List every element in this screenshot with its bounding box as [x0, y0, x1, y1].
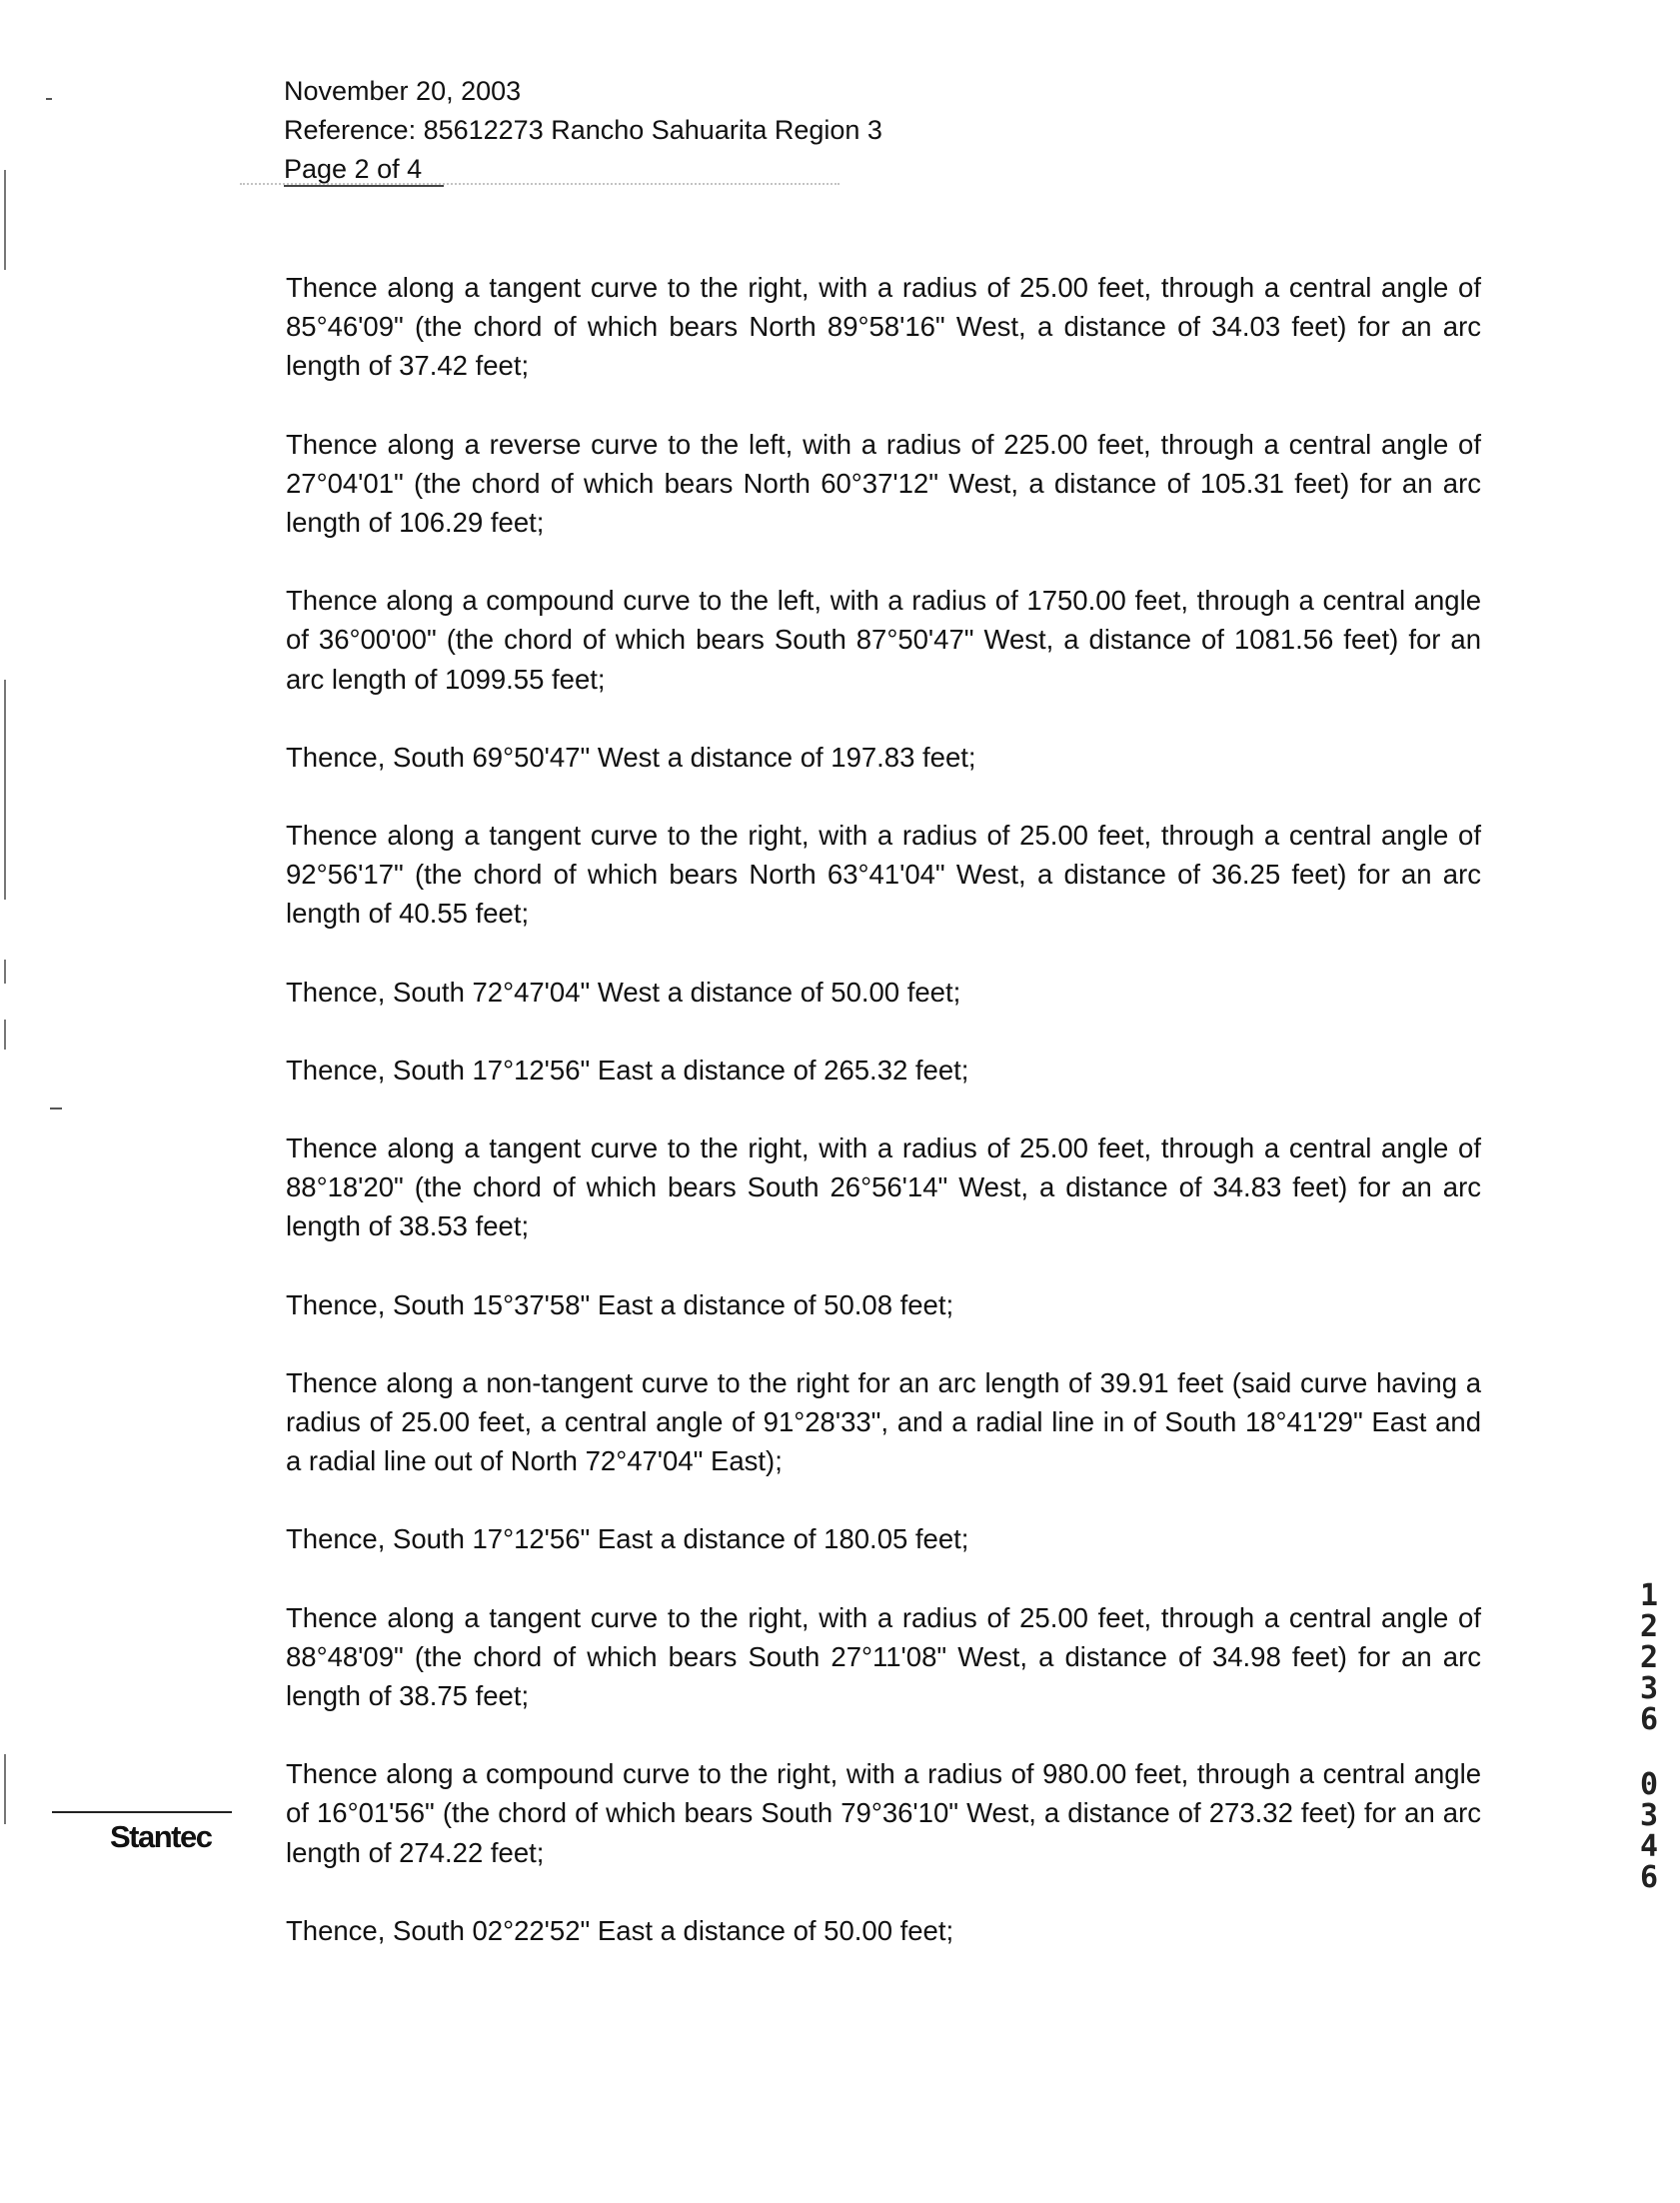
header-date: November 20, 2003 — [284, 76, 522, 106]
course-paragraph: Thence, South 17°12'56" East a distance of 180.05 feet; — [286, 1523, 969, 1555]
scan-margin-mark — [4, 1754, 6, 1824]
course-paragraph: Thence, South 69°50'47" West a distance of 197.83 feet; — [286, 741, 976, 773]
stamp-gap — [1629, 1736, 1669, 1770]
scan-noise-line — [240, 183, 840, 189]
course-paragraph: Thence along a tangent curve to the right, with a radius of 25.00 feet, through a central angle of 88°48'09" (the chord of which bears South 27°11'08" West, a distance of 34.98 feet) for an arc length of 38.75 feet; — [286, 1601, 1481, 1712]
scan-margin-mark — [4, 170, 6, 270]
course-paragraph: Thence along a non-tangent curve to the right for an arc length of 39.91 feet (said curve having a radius of 25.00 feet, a central angle of 91°28'33", and a radial line in of South 18°41'29" East and a radial line out of North 72°47'04" East); — [286, 1366, 1481, 1477]
recording-stamp — [1629, 1578, 1669, 1895]
stamp-digit: 4 — [1639, 1829, 1659, 1864]
scan-margin-mark — [4, 960, 6, 984]
stamp-digit: 2 — [1639, 1609, 1659, 1644]
stamp-digit: 1 — [1639, 1578, 1659, 1613]
course-paragraph: Thence, South 15°37'58" East a distance of 50.08 feet; — [286, 1288, 954, 1320]
scan-dash-mark — [46, 98, 52, 100]
course-paragraph: Thence along a tangent curve to the right, with a radius of 25.00 feet, through a central angle of 92°56'17" (the chord of which bears North 63°41'04" West, a distance of 36.25 feet) for an arc length of 40.55 feet; — [286, 820, 1481, 930]
scan-margin-mark — [4, 680, 6, 900]
legal-description-body — [286, 268, 1481, 1989]
course-paragraph: Thence along a reverse curve to the left, with a radius of 225.00 feet, through a central angle of 27°04'01" (the chord of which bears North 60°37'12" West, a distance of 105.31 feet) for an arc length of 106.29 feet; — [286, 428, 1481, 539]
course-paragraph: Thence along a compound curve to the left, with a radius of 1750.00 feet, through a central angle of 36°00'00" (the chord of which bears South 87°50'47" West, a distance of 1081.56 feet) for an arc length of 1099.55 feet; — [286, 585, 1481, 695]
course-paragraph: Thence along a tangent curve to the right, with a radius of 25.00 feet, through a central angle of 88°18'20" (the chord of which bears South 26°56'14" West, a distance of 34.83 feet) for an arc length of 38.53 feet; — [286, 1132, 1481, 1242]
course-paragraph: Thence, South 72°47'04" West a distance of 50.00 feet; — [286, 976, 961, 1008]
stantec-logo: Stantec — [110, 1819, 212, 1854]
stamp-digit: 2 — [1639, 1640, 1659, 1675]
course-paragraph: Thence along a compound curve to the right, with a radius of 980.00 feet, through a central angle of 16°01'56" (the chord of which bears South 79°36'10" West, a distance of 273.32 feet) for an arc length of 274.22 feet; — [286, 1758, 1481, 1868]
header-page-number: Page 2 of 4 — [284, 154, 423, 184]
stamp-digit: 3 — [1639, 1671, 1659, 1706]
stamp-digit: 6 — [1639, 1702, 1659, 1737]
scan-dash-mark — [50, 1107, 62, 1109]
course-paragraph: Thence along a tangent curve to the right, with a radius of 25.00 feet, through a central angle of 85°46'09" (the chord of which bears North 89°58'16" West, a distance of 34.03 feet) for an arc length of 37.42 feet; — [286, 272, 1481, 382]
letter-header — [284, 72, 1183, 189]
scan-margin-mark — [4, 1020, 6, 1050]
stamp-digit: 3 — [1639, 1798, 1659, 1833]
stamp-digit: 6 — [1639, 1860, 1659, 1895]
course-paragraph: Thence, South 17°12'56" East a distance of 265.32 feet; — [286, 1054, 969, 1086]
header-reference: Reference: 85612273 Rancho Sahuarita Region 3 — [284, 115, 882, 145]
course-paragraph: Thence, South 02°22'52" East a distance of 50.00 feet; — [286, 1914, 954, 1946]
logo-rule — [52, 1811, 232, 1813]
stamp-digit: 0 — [1639, 1767, 1659, 1802]
